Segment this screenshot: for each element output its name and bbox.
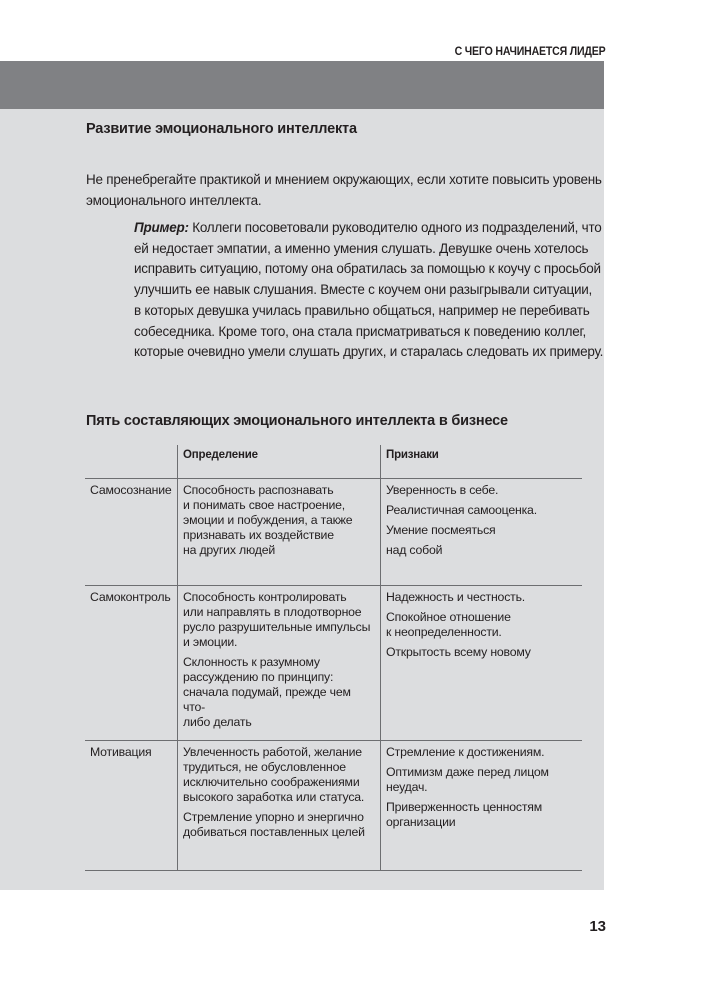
cell-block	[386, 800, 577, 830]
row-name: Мотивация	[85, 741, 178, 871]
cell-block	[183, 810, 375, 840]
cell-line: или направлять в плодотворное	[183, 605, 362, 619]
table-cell	[381, 586, 583, 741]
text-line: в которых девушка училась правильно общаться, например не перебивать	[134, 302, 590, 318]
cell-block	[386, 590, 577, 605]
cell-line: высокого заработка или статуса.	[183, 790, 365, 804]
cell-block	[386, 523, 577, 538]
text-span: Коллеги посоветовали руководителю одного из подразделений, что	[188, 220, 602, 235]
cell-line: рассуждению по принципу:	[183, 670, 334, 684]
table-cell	[178, 479, 381, 586]
example-paragraph	[134, 218, 604, 363]
cell-block	[386, 483, 577, 498]
row-name: Самоконтроль	[85, 586, 178, 741]
row-name: Самосознание	[85, 479, 178, 586]
cell-line: Открытость всему новому	[386, 645, 531, 659]
cell-line: неудач.	[386, 780, 428, 794]
cell-line: русло разрушительные импульсы	[183, 620, 371, 634]
cell-line: признавать их воздействие	[183, 528, 334, 542]
cell-line: Стремление к достижениям.	[386, 745, 545, 759]
example-label: Пример:	[134, 220, 189, 235]
header-band	[0, 61, 604, 109]
header-cell: Определение	[178, 445, 381, 479]
cell-line: трудиться, не обусловленное	[183, 760, 346, 774]
cell-line: добиваться поставленных целей	[183, 825, 365, 839]
section-title: Развитие эмоционального интеллекта	[86, 121, 357, 137]
text-line	[134, 218, 602, 239]
cell-line: либо делать	[183, 715, 252, 729]
text-line: исправить ситуацию, потому она обратилась за помощью к коучу с просьбой	[134, 261, 601, 277]
cell-line: и понимать свое настроение,	[183, 498, 346, 512]
running-head: С ЧЕГО НАЧИНАЕТСЯ ЛИДЕР	[455, 44, 606, 58]
cell-line: Склонность к разумному	[183, 655, 320, 669]
cell-line: к неопределенности.	[386, 625, 502, 639]
text-line: улучшить ее навык слушания. Вместе с коучем они разыгрывали ситуации,	[134, 282, 593, 298]
intro-paragraph	[86, 170, 602, 211]
text-line: ей недостает эмпатии, а именно умения слушать. Девушке очень хотелось	[134, 240, 589, 256]
cell-line: Оптимизм даже перед лицом	[386, 765, 549, 779]
table-row	[85, 586, 582, 741]
cell-line: Умение посмеяться	[386, 523, 496, 537]
cell-line: Реалистичная самооценка.	[386, 503, 537, 517]
table-cell	[381, 741, 583, 871]
cell-line: Уверенность в себе.	[386, 483, 499, 497]
cell-line: Увлеченность работой, желание	[183, 745, 362, 759]
cell-block	[386, 503, 577, 518]
table-cell	[178, 586, 381, 741]
cell-line: на других людей	[183, 543, 276, 557]
header-cell: Признаки	[386, 449, 439, 461]
cell-line: исключительно соображениями	[183, 775, 360, 789]
table-row	[85, 479, 582, 586]
text-line: собеседника. Кроме того, она стала присматриваться к поведению коллег,	[134, 323, 586, 339]
cell-block	[386, 765, 577, 795]
table-row	[85, 741, 582, 871]
page-number: 13	[589, 918, 606, 935]
cell-line: сначала подумай, прежде чем что-	[183, 685, 351, 714]
cell-line: Приверженность ценностям	[386, 800, 542, 814]
text-line: эмоционального интеллекта.	[86, 192, 262, 208]
cell-line: Стремление упорно и энергично	[183, 810, 364, 824]
text-line: Не пренебрегайте практикой и мнением окружающих, если хотите повысить уровень	[86, 172, 602, 187]
cell-block	[386, 543, 577, 558]
cell-line: Спокойное отношение	[386, 610, 511, 624]
text-line: которые очевидно умели слушать других, и старалась следовать их примеру.	[134, 344, 604, 360]
table-cell	[178, 741, 381, 871]
cell-line: и эмоции.	[183, 635, 238, 649]
cell-line: эмоции и побуждения, а также	[183, 513, 353, 527]
cell-line: Способность распознавать	[183, 483, 334, 497]
cell-block	[386, 610, 577, 640]
cell-block	[386, 645, 577, 660]
cell-block	[386, 745, 577, 760]
table-title: Пять составляющих эмоционального интеллекта в бизнесе	[86, 413, 508, 429]
ei-components-table	[85, 445, 582, 871]
table-cell	[381, 479, 583, 586]
cell-line: над собой	[386, 543, 443, 557]
cell-block	[183, 655, 375, 730]
cell-line: Способность контролировать	[183, 590, 347, 604]
header-cell	[85, 445, 178, 479]
cell-block	[183, 745, 375, 805]
cell-block	[183, 590, 375, 650]
cell-block	[183, 483, 375, 558]
cell-line: Надежность и честность.	[386, 590, 525, 604]
cell-line: организации	[386, 815, 456, 829]
